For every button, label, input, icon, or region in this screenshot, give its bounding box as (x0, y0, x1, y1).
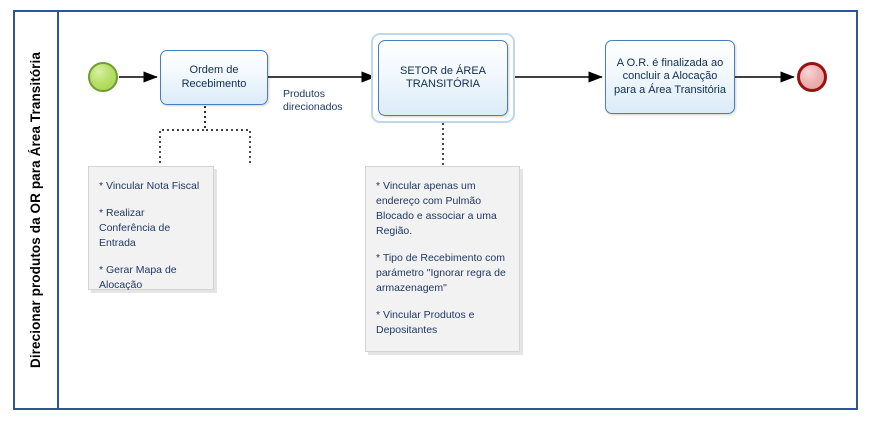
lane-title-label: Direcionar produtos da OR para Área Transitória (27, 51, 43, 369)
task-or-finalizada-label: A O.R. é finalizada ao concluir a Alocação para a Área Transitória (614, 56, 726, 96)
task-or-finalizada[interactable] (605, 40, 735, 114)
task-setor-area-transitoria-label: SETOR de ÁREA TRANSITÓRIA (400, 64, 486, 90)
note-line: * Vincular Produtos e Depositantes (376, 309, 475, 336)
flow-label-produtos-direcionados (283, 88, 373, 114)
task-ordem-recebimento[interactable] (160, 50, 268, 105)
note-line: * Tipo de Recebimento com parámetro "Ignorar regra de armazenagem" (376, 252, 506, 294)
task-ordem-recebimento-label: Ordem de Recebimento (181, 64, 247, 90)
end-event[interactable] (797, 62, 827, 92)
note-line: * Vincular Nota Fiscal (99, 180, 200, 192)
note-line: * Gerar Mapa de Alocação (99, 264, 177, 291)
note-line: * Realizar Conferência de Entrada (99, 207, 171, 249)
flow-label-text: Produtos direcionados (283, 88, 343, 113)
lane-title (13, 10, 59, 410)
note-setor-area-transitoria (365, 166, 520, 352)
note-line: * Vincular apenas um endereço com Pulmão Blocado e associar a uma Região. (376, 180, 497, 237)
task-setor-area-transitoria[interactable] (378, 40, 508, 116)
note-ordem-recebimento (88, 166, 214, 290)
start-event[interactable] (88, 62, 118, 92)
